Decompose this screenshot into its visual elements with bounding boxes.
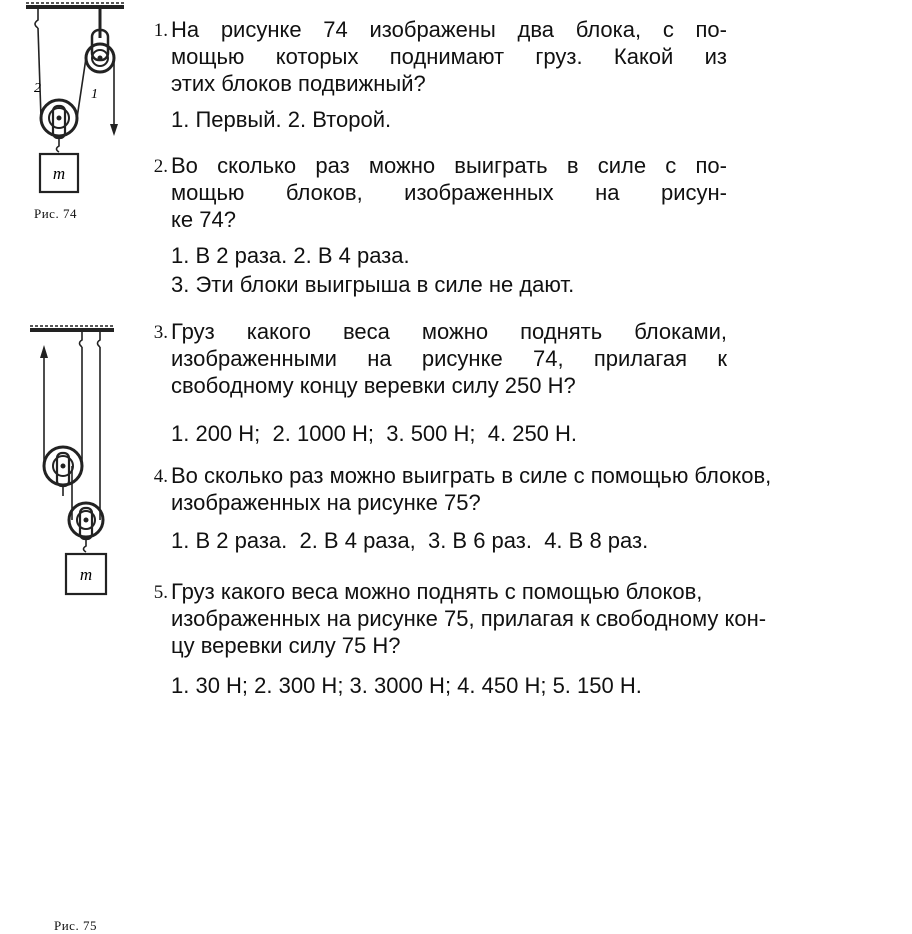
- figure-74: [0, 0, 140, 240]
- question-number: 5.: [153, 582, 168, 603]
- figure-75-caption: Рис. 75: [54, 918, 97, 933]
- answer-options: 1. Первый. 2. Второй.: [171, 107, 392, 132]
- question-line: мощью которых поднимают груз. Какой из: [171, 44, 727, 69]
- question-line: Во сколько раз можно выиграть в силе с по-: [171, 153, 727, 178]
- question-line: этих блоков подвижный?: [171, 71, 426, 96]
- question-3: [146, 318, 906, 448]
- answer-options: 1. В 2 раза. 2. В 4 раза.: [171, 243, 410, 268]
- rope: [38, 28, 41, 118]
- question-line: На рисунке 74 изображены два блока, с по-: [171, 17, 727, 42]
- figure-74-drawing: [0, 0, 140, 210]
- question-number: 4.: [153, 466, 168, 487]
- figure-75-drawing: [0, 318, 140, 603]
- question-number: 2.: [153, 156, 168, 177]
- answer-options: 1. 30 Н; 2. 300 Н; 3. 3000 Н; 4. 450 Н; 5. 150 Н.: [171, 673, 642, 698]
- question-line: ке 74?: [171, 207, 236, 232]
- question-line: изображенных на рисунке 75, прилагая к свободному кон-: [171, 606, 767, 631]
- question-line: цу веревки силу 75 Н?: [171, 633, 401, 658]
- figure-74-caption: Рис. 74: [34, 206, 77, 221]
- block-2-label: 2: [34, 81, 41, 96]
- question-line: Груз какого веса можно поднять с помощью блоков,: [171, 579, 703, 604]
- question-line: мощью блоков, изображенных на рисун-: [171, 180, 727, 205]
- force-arrow: [40, 345, 48, 358]
- figure-75: [0, 318, 140, 933]
- answer-options: 3. Эти блоки выигрыша в силе не дают.: [171, 272, 575, 297]
- answer-options: 1. В 2 раза. 2. В 4 раза, 3. В 6 раз. 4. В 8 раз.: [171, 528, 649, 553]
- question-line: изображенных на рисунке 75?: [171, 490, 481, 515]
- ceiling-beam: [26, 5, 124, 9]
- weight-label: m: [79, 565, 93, 584]
- question-line: Груз какого веса можно поднять блоками,: [171, 319, 727, 344]
- question-2: [146, 152, 906, 299]
- question-line: изображенными на рисунке 74, прилагая к: [171, 346, 727, 371]
- question-number: 3.: [153, 322, 168, 343]
- weight-label: m: [52, 164, 66, 183]
- ceiling-beam: [30, 328, 114, 332]
- force-arrow: [110, 124, 118, 136]
- question-line: свободному концу веревки силу 250 Н?: [171, 373, 576, 398]
- question-line: Во сколько раз можно выиграть в силе с помощью блоков,: [171, 463, 772, 488]
- question-4: [146, 462, 906, 555]
- question-5: [146, 578, 906, 700]
- question-number: 1.: [153, 20, 168, 41]
- question-1: [146, 16, 906, 134]
- answer-options: 1. 200 Н; 2. 1000 Н; 3. 500 Н; 4. 250 Н.: [171, 421, 578, 446]
- block-1-label: 1: [91, 87, 98, 102]
